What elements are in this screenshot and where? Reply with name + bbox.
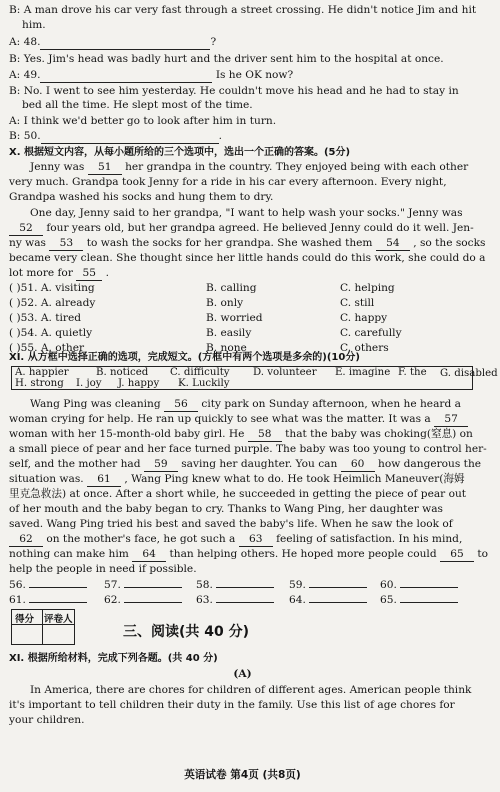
- passage-line: lot more for 55 .: [9, 267, 109, 279]
- answer-blank-60[interactable]: 60.: [380, 578, 458, 591]
- option-c[interactable]: C. carefully: [340, 327, 402, 339]
- passage-line: 62 on the mother's face, he got such a 63 feeling of satisfaction. In his mind,: [9, 533, 479, 547]
- word-box-item: E. imagine: [335, 367, 391, 378]
- dialogue-line: him.: [22, 19, 46, 31]
- dialogue-blank-49: A: 49. Is he OK now?: [9, 69, 294, 81]
- passage-line: your children.: [9, 714, 85, 726]
- answer-blank-61[interactable]: 61.: [9, 593, 87, 606]
- passage-line: it's important to tell children their duty in the family. Use this list of age chores for: [9, 699, 455, 711]
- passage-line: Jenny was 51 her grandpa in the country. They enjoyed being with each other: [30, 161, 469, 173]
- option-c[interactable]: C. still: [340, 297, 375, 309]
- passage-line: Grandpa washed his socks and hung them to dry.: [9, 191, 274, 203]
- answer-blank-59[interactable]: 59.: [289, 578, 367, 591]
- option-b[interactable]: B. worried: [206, 312, 263, 324]
- option-c[interactable]: C. helping: [340, 282, 395, 294]
- word-box-item: C. difficulty: [170, 367, 230, 378]
- passage-line: self, and the mother had 59 saving her daughter. You can 60 how dangerous the: [9, 458, 482, 470]
- option-b[interactable]: B. none: [206, 342, 247, 354]
- passage-line: 52 four years old, but her grandpa agreed. He believed Jenny could do it well. Jen-: [9, 222, 479, 236]
- word-box-item: D. volunteer: [253, 367, 317, 378]
- option-a[interactable]: ( )55. A. other: [9, 342, 85, 354]
- passage-line: Wang Ping was cleaning 56 city park on Sunday afternoon, when he heard a: [30, 398, 461, 410]
- word-box-item: J. happy: [118, 378, 160, 389]
- passage-line: very much. Grandpa took Jenny for a ride in his car every afternoon. Every night,: [9, 176, 447, 188]
- passage-line: In America, there are chores for children of different ages. American people think: [30, 684, 472, 696]
- word-box-item: A. happier: [15, 367, 69, 378]
- passage-line: woman crying for help. He ran up quickly to see what was the matter. It was a 57: [9, 413, 479, 427]
- passage-line: One day, Jenny said to her grandpa, "I want to help wash your socks." Jenny was: [30, 207, 463, 219]
- grader-label: 评卷人: [44, 614, 73, 625]
- dialogue-blank-48: A: 48. ?: [9, 36, 217, 48]
- option-b[interactable]: B. calling: [206, 282, 257, 294]
- option-a[interactable]: ( )54. A. quietly: [9, 327, 93, 339]
- word-box-item: B. noticed: [96, 367, 149, 378]
- word-box-item: F. the: [398, 367, 427, 378]
- answer-blank-63[interactable]: 63.: [196, 593, 274, 606]
- passage-line: became very clean. She thought since her little hands could do this work, she could do a: [9, 252, 486, 264]
- dialogue-blank-50: B: 50. .: [9, 130, 222, 142]
- option-b[interactable]: B. easily: [206, 327, 252, 339]
- score-box: [11, 609, 75, 645]
- passage-line: nothing can make him 64 than helping others. He hoped more people could 65 to: [9, 548, 488, 560]
- option-b[interactable]: B. only: [206, 297, 244, 309]
- option-a[interactable]: ( )53. A. tired: [9, 312, 81, 324]
- dialogue-line: B: A man drove his car very fast through a street crossing. He didn't notice Jim and hit: [9, 4, 477, 16]
- answer-blank-65[interactable]: 65.: [380, 593, 458, 606]
- answer-blank-56[interactable]: 56.: [9, 578, 87, 591]
- passage-line: ny was 53 to wash the socks for her grandpa. She washed them 54 , so the socks: [9, 237, 486, 249]
- passage-line: 里克急救法) at once. After a short while, he succeeded in getting the piece of pear out: [9, 488, 467, 500]
- answer-blank-62[interactable]: 62.: [104, 593, 182, 606]
- option-a[interactable]: ( )51. A. visiting: [9, 282, 95, 294]
- section-heading: XI. 从方框中选择正确的选项，完成短文。(方框中有两个选项是多余的)(10分): [9, 352, 360, 363]
- word-box-item: I. joy: [76, 378, 102, 389]
- word-box: [11, 366, 473, 390]
- answer-blank-64[interactable]: 64.: [289, 593, 367, 606]
- section-heading: XI. 根据所给材料，完成下列各题。(共 40 分): [9, 653, 218, 664]
- section-title: 三、阅读(共 40 分): [123, 624, 250, 640]
- passage-line: of her mouth and the baby began to cry. Thanks to Wang Ping, her daughter was: [9, 503, 443, 515]
- passage-line: woman with her 15-month-old baby girl. He 58 that the baby was choking(窒息) on: [9, 428, 473, 440]
- word-box-item-g: G. disabled: [440, 368, 498, 379]
- passage-line: a small piece of pear and her face turned purple. The baby was too young to control her-: [9, 443, 487, 455]
- dialogue-line: A: I think we'd better go to look after him in turn.: [9, 115, 277, 127]
- section-heading: X. 根据短文内容，从每小题所给的三个选项中，选出一个正确的答案。(5分): [9, 147, 351, 158]
- dialogue-line: B: Yes. Jim's head was badly hurt and the driver sent him to the hospital at once.: [9, 53, 444, 65]
- score-label: 得分: [15, 614, 35, 625]
- dialogue-line: bed all the time. He slept most of the time.: [22, 99, 253, 111]
- option-a[interactable]: ( )52. A. already: [9, 297, 96, 309]
- answer-blank-58[interactable]: 58.: [196, 578, 274, 591]
- passage-line: saved. Wang Ping tried his best and saved the baby's life. When he saw the look of: [9, 518, 453, 530]
- answer-blank-57[interactable]: 57.: [104, 578, 182, 591]
- word-box-item: K. Luckily: [178, 378, 230, 389]
- passage-line: help the people in need if possible.: [9, 563, 197, 575]
- dialogue-line: B: No. I went to see him yesterday. He couldn't move his head and he had to stay in: [9, 85, 459, 97]
- page-footer: 英语试卷 第4页 (共8页): [184, 769, 301, 781]
- passage-label: (A): [233, 668, 252, 680]
- passage-line: situation was. 61 , Wang Ping knew what to do. He took Heimlich Maneuver(海姆: [9, 473, 465, 485]
- option-c[interactable]: C. happy: [340, 312, 388, 324]
- option-c[interactable]: C. others: [340, 342, 389, 354]
- word-box-item: H. strong: [15, 378, 64, 389]
